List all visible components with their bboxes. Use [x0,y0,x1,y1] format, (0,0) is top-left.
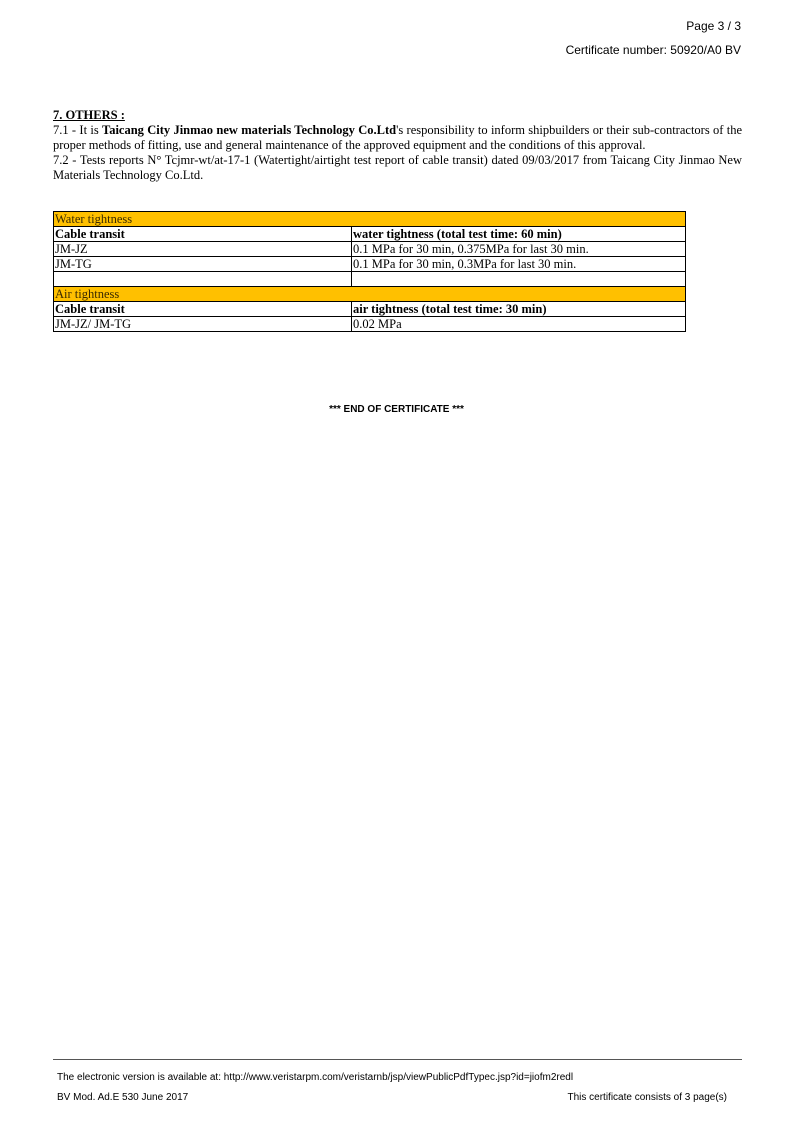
tightness-table [53,211,686,332]
water-tightness-label: Water tightness [54,212,686,227]
water-header-row [54,227,686,242]
air-tightness-group-row [54,287,686,302]
value-cell: 0.1 MPa for 30 min, 0.375MPa for last 30 min. [352,242,686,257]
transit-cell: JM-TG [54,257,352,272]
paragraph-7-1-prefix: 7.1 - It is [53,123,103,137]
paragraph-7-2: 7.2 - Tests reports N° Tcjmr-wt/at-17-1 (Watertight/airtight test report of cable transit) dated 09/03/2017 from Taicang City Jinmao New Materials Technology Co.Ltd. [53,153,742,182]
transit-cell: JM-JZ/ JM-TG [54,317,352,332]
air-col2-header: air tightness (total test time: 30 min) [352,302,686,317]
transit-cell: JM-JZ [54,242,352,257]
table-row [54,242,686,257]
page-count: This certificate consists of 3 page(s) [567,1092,727,1103]
air-header-row [54,302,686,317]
empty-cell [54,272,352,287]
air-tightness-label: Air tightness [54,287,686,302]
water-col1-header: Cable transit [54,227,352,242]
others-section [53,108,742,183]
certificate-number: Certificate number: 50920/A0 BV [565,43,741,57]
paragraph-7-1-suffix: 's responsibility to inform shipbuilders or their sub-contractors of the proper methods of fitting, use and general maintenance of the approved equipment and the conditions of this approval. [53,123,742,152]
paragraph-7-1 [53,123,742,153]
company-name: Taicang City Jinmao new materials Technology Co.Ltd [102,123,397,137]
end-of-certificate: *** END OF CERTIFICATE *** [329,404,464,415]
form-reference: BV Mod. Ad.E 530 June 2017 [57,1092,189,1103]
value-cell: 0.1 MPa for 30 min, 0.3MPa for last 30 min. [352,257,686,272]
electronic-version-link[interactable]: The electronic version is available at: http://www.veristarpm.com/veristarnb/jsp/viewPublicPdfTypec.jsp?id=jiofm2redl [57,1072,574,1083]
value-cell: 0.02 MPa [352,317,686,332]
page-number: Page 3 / 3 [686,19,741,33]
table-row [54,257,686,272]
water-col2-header: water tightness (total test time: 60 min) [352,227,686,242]
air-col1-header: Cable transit [54,302,352,317]
water-tightness-group-row [54,212,686,227]
section-heading: 7. OTHERS : [53,108,125,122]
footer-divider [53,1059,742,1060]
table-row [54,317,686,332]
empty-row [54,272,686,287]
empty-cell [352,272,686,287]
